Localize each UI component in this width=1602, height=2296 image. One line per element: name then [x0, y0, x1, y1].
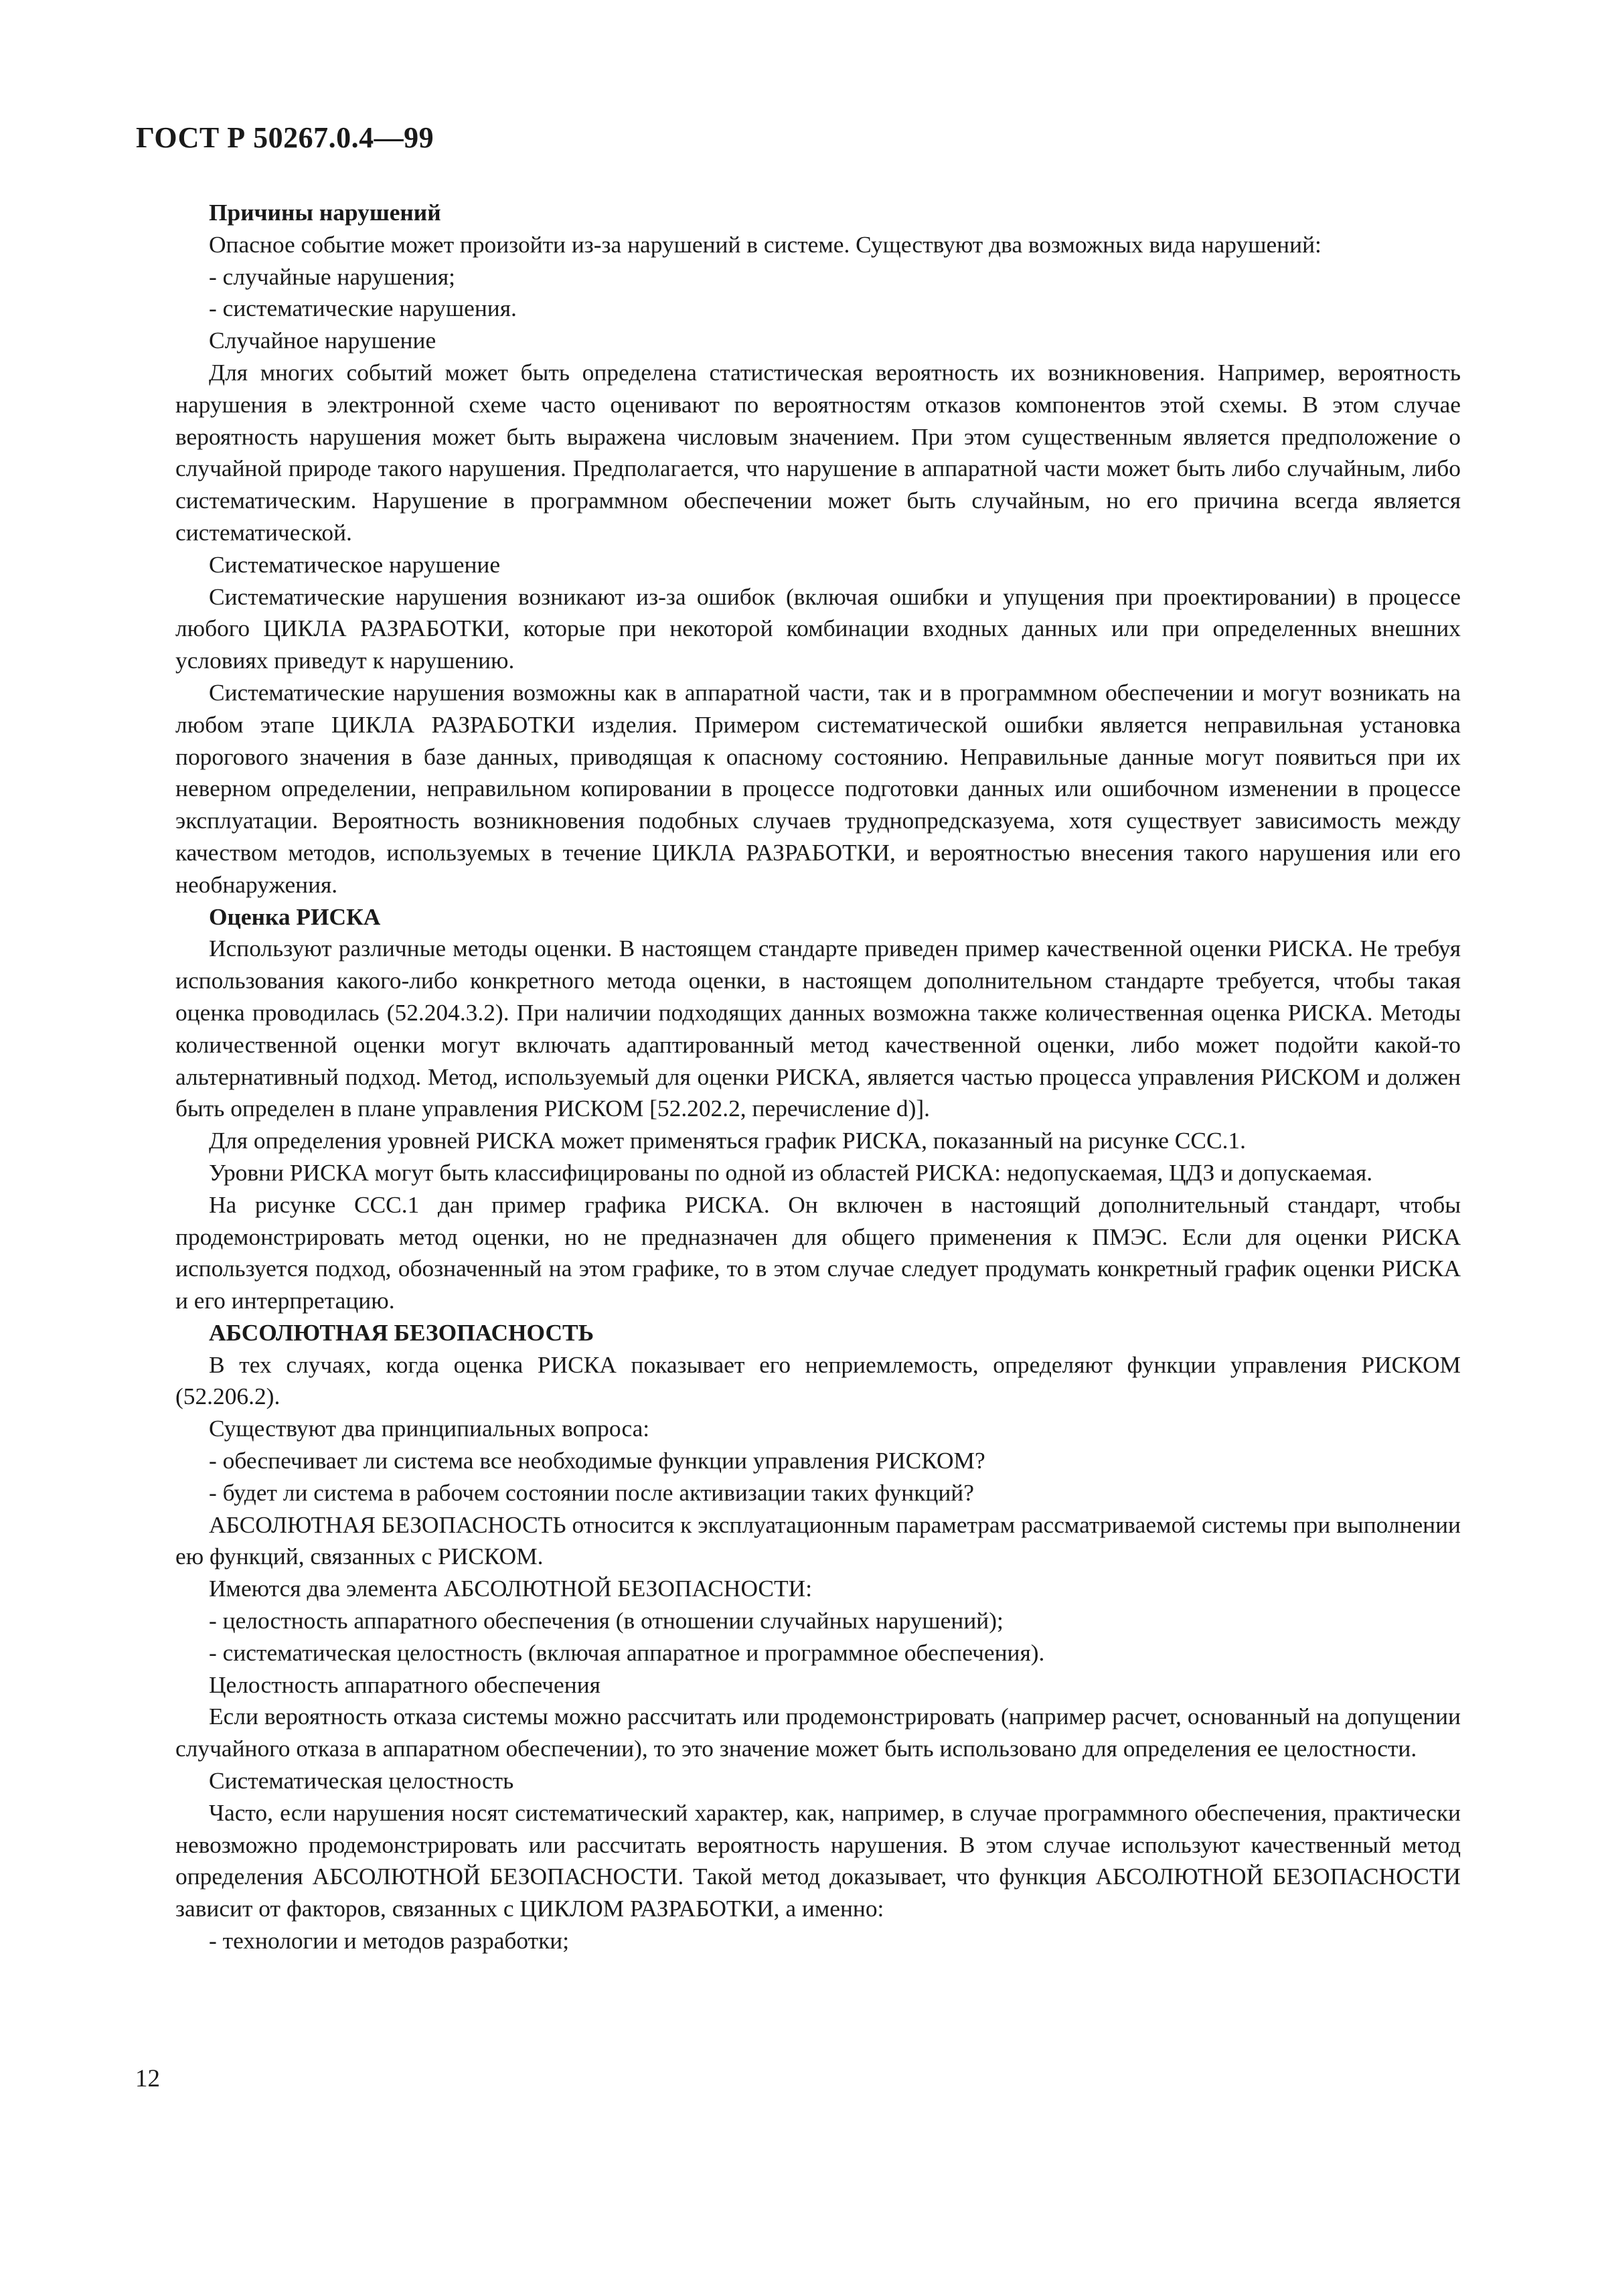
subsection-heading: Систематическая целостность	[209, 1767, 514, 1794]
list-item: - обеспечивает ли система все необходимые функции управления РИСКОМ?	[209, 1447, 985, 1474]
list-item: - систематическая целостность (включая аппаратное и программное обеспечения).	[209, 1638, 1045, 1666]
list-item: - целостность аппаратного обеспечения (в отношении случайных нарушений);	[209, 1607, 1004, 1634]
paragraph: Часто, если нарушения носят систематический характер, как, например, в случае программного обеспечения, практически невозможно продемонстрировать или рассчитать вероятность нарушения. В этом случае используют качественный метод определения АБСОЛЮТНОЙ БЕЗОПАСНОСТИ. Такой метод доказывает, что функция АБСОЛЮТНОЙ БЕЗОПАСНОСТИ зависит от факторов, связанных с ЦИКЛОМ РАЗРАБОТКИ, а именно:	[175, 1798, 1461, 1922]
list-item: - случайные нарушения;	[209, 262, 455, 290]
section-heading: Оценка РИСКА	[209, 903, 381, 930]
page-number: 12	[135, 2065, 160, 2092]
paragraph: В тех случаях, когда оценка РИСКА показывает его неприемлемость, определяют функции управления РИСКОМ (52.206.2).	[175, 1351, 1461, 1410]
document-body	[175, 197, 1461, 1957]
subsection-heading: Систематическое нарушение	[209, 550, 501, 578]
paragraph: Используют различные методы оценки. В настоящем стандарте приведен пример качественной оценки РИСКА. Не требуя использования какого-либо конкретного метода оценки, в настоящем дополнительном стандарте требуется, чтобы такая оценка проводилась (52.204.3.2). При наличии подходящих данных возможна также количественная оценка РИСКА. Методы количественной оценки могут включать адаптированный метод качественной оценки, либо может подойти какой-то альтернативный подход. Метод, используемый для оценки РИСКА, является частью процесса управления РИСКОМ и должен быть определен в плане управления РИСКОМ [52.202.2, перечисление d)].	[175, 935, 1461, 1122]
paragraph: Имеются два элемента АБСОЛЮТНОЙ БЕЗОПАСНОСТИ:	[209, 1575, 813, 1602]
section-heading: АБСОЛЮТНАЯ БЕЗОПАСНОСТЬ	[209, 1318, 594, 1346]
paragraph: Уровни РИСКА могут быть классифицированы по одной из областей РИСКА: недопускаемая, ЦДЗ и допускаемая.	[209, 1158, 1373, 1186]
paragraph: АБСОЛЮТНАЯ БЕЗОПАСНОСТЬ относится к эксплуатационным параметрам рассматриваемой системы при выполнении ею функций, связанных с РИСКОМ.	[175, 1511, 1461, 1570]
document-header: ГОСТ Р 50267.0.4—99	[136, 121, 434, 154]
paragraph: Систематические нарушения возможны как в аппаратной части, так и в программном обеспечении и могут возникать на любом этапе ЦИКЛА РАЗРАБОТКИ изделия. Примером систематической ошибки является неправильная установка порогового значения в базе данных, приводящая к опасному состоянию. Неправильные данные могут появиться при их неверном определении, неправильном копировании в процессе подготовки данных или ошибочном изменении в процессе эксплуатации. Вероятность возникновения подобных случаев труднопредсказуема, хотя существует зависимость между качеством методов, используемых в течение ЦИКЛА РАЗРАБОТКИ, и вероятностью внесения такого нарушения или его необнаружения.	[175, 678, 1461, 898]
paragraph: Если вероятность отказа системы можно рассчитать или продемонстрировать (например расчет, основанный на допущении случайного отказа в аппаратном обеспечении), то это значение может быть использовано для определения ее целостности.	[175, 1703, 1461, 1762]
subsection-heading: Целостность аппаратного обеспечения	[209, 1671, 600, 1698]
paragraph: Существуют два принципиальных вопроса:	[209, 1415, 650, 1442]
paragraph: На рисунке ССС.1 дан пример графика РИСКА. Он включен в настоящий дополнительный стандарт, чтобы продемонстрировать метод оценки, но не предназначен для общего применения к ПМЭС. Если для оценки РИСКА используется подход, обозначенный на этом графике, то в этом случае следует продумать конкретный график оценки РИСКА и его интерпретацию.	[175, 1191, 1461, 1314]
list-item: - систематические нарушения.	[209, 295, 517, 322]
section-heading: Причины нарушений	[209, 199, 441, 226]
subsection-heading: Случайное нарушение	[209, 327, 436, 354]
paragraph: Опасное событие может произойти из-за нарушений в системе. Существуют два возможных вида нарушений:	[209, 230, 1321, 258]
paragraph: Для определения уровней РИСКА может применяться график РИСКА, показанный на рисунке ССС.1.	[209, 1127, 1246, 1154]
paragraph: Для многих событий может быть определена статистическая вероятность их возникновения. Например, вероятность нарушения в электронной схеме часто оценивают по вероятностям отказов компонентов этой схемы. В этом случае вероятность нарушения может быть выражена числовым значением. При этом существенным является предположение о случайной природе такого нарушения. Предполагается, что нарушение в аппаратной части может быть либо случайным, либо систематическим. Нарушение в программном обеспечении может быть случайным, но его причина всегда является систематической.	[175, 358, 1461, 546]
list-item: - технологии и методов разработки;	[209, 1927, 570, 1955]
paragraph: Систематические нарушения возникают из-за ошибок (включая ошибки и упущения при проектировании) в процессе любого ЦИКЛА РАЗРАБОТКИ, которые при некоторой комбинации входных данных или при определенных внешних условиях приведут к нарушению.	[175, 583, 1461, 674]
list-item: - будет ли система в рабочем состоянии после активизации таких функций?	[209, 1478, 974, 1506]
